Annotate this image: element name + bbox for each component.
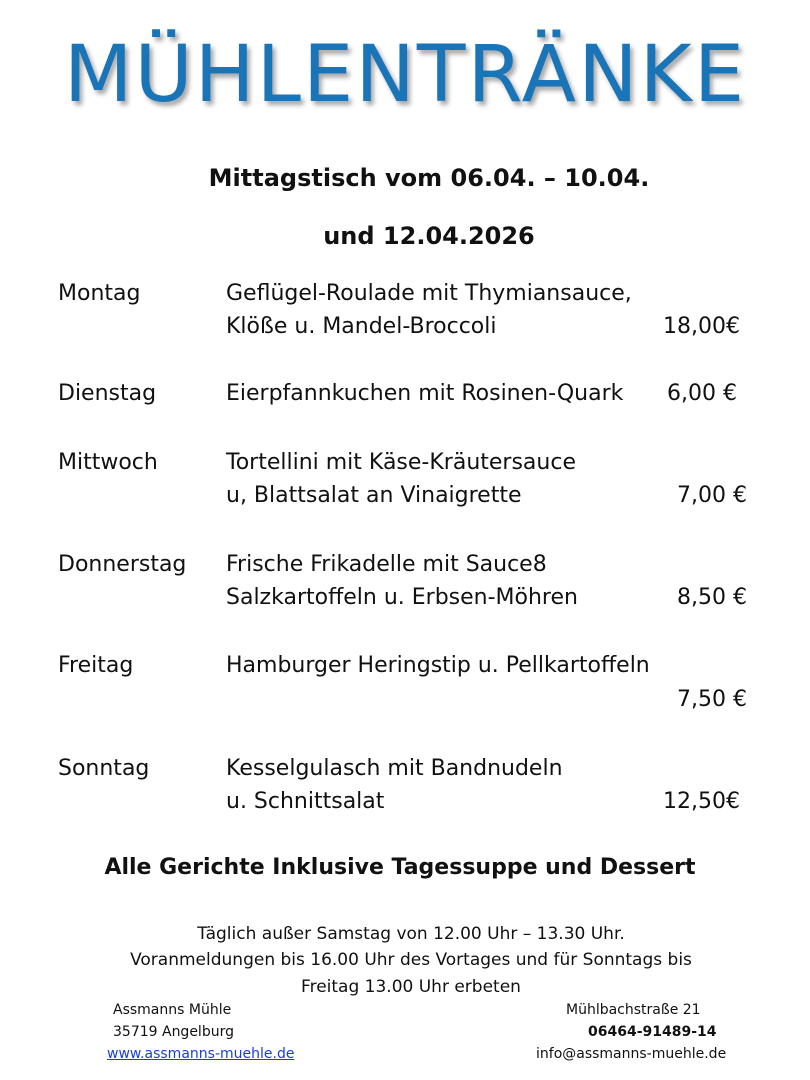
dish-line: Frische Frikadelle mit Sauce8 [226, 552, 547, 577]
dish-price: 7,00 € [677, 483, 747, 508]
dish-line: u. Schnittsalat [226, 789, 385, 814]
website-link[interactable]: www.assmanns-muehle.de [107, 1046, 295, 1062]
dish-line: u, Blattsalat an Vinaigrette [226, 483, 522, 508]
business-phone: 06464-91489-14 [588, 1024, 717, 1040]
reservation-line: Freitag 13.00 Uhr erbeten [301, 977, 521, 997]
dish-line: Eierpfannkuchen mit Rosinen-Quark [226, 381, 624, 406]
business-email[interactable]: info@assmanns-muehle.de [536, 1046, 727, 1062]
business-name: Assmanns Mühle [113, 1002, 232, 1018]
dish-line: Geflügel-Roulade mit Thymiansauce, [226, 281, 632, 306]
dish-price: 8,50 € [677, 585, 747, 610]
reservation-line: Voranmeldungen bis 16.00 Uhr des Vortages und für Sonntags bis [130, 950, 692, 970]
restaurant-logo: MÜHLENTRÄNKE [63, 30, 747, 120]
business-street: Mühlbachstraße 21 [566, 1002, 701, 1018]
dish-line: Tortellini mit Käse-Kräutersauce [226, 450, 576, 475]
dish-price: 6,00 € [667, 381, 737, 406]
day-label: Sonntag [58, 756, 150, 781]
dish-line: Klöße u. Mandel-Broccoli [226, 314, 497, 339]
included-note: Alle Gerichte Inklusive Tagessuppe und Dessert [104, 855, 696, 880]
dish-line: Salzkartoffeln u. Erbsen-Möhren [226, 585, 578, 610]
dish-price: 18,00€ [663, 314, 740, 339]
dish-price: 12,50€ [663, 789, 740, 814]
menu-title-line1: Mittagstisch vom 06.04. – 10.04. [208, 164, 650, 192]
opening-hours-line: Täglich außer Samstag von 12.00 Uhr – 13.30 Uhr. [197, 924, 625, 944]
dish-price: 7,50 € [677, 687, 747, 712]
day-label: Donnerstag [58, 552, 187, 577]
day-label: Montag [58, 281, 141, 306]
dish-line: Kesselgulasch mit Bandnudeln [226, 756, 563, 781]
business-city: 35719 Angelburg [113, 1024, 234, 1040]
menu-title-line2: und 12.04.2026 [323, 222, 535, 250]
day-label: Dienstag [58, 381, 157, 406]
dish-line: Hamburger Heringstip u. Pellkartoffeln [226, 653, 650, 678]
day-label: Freitag [58, 653, 134, 678]
day-label: Mittwoch [58, 450, 158, 475]
